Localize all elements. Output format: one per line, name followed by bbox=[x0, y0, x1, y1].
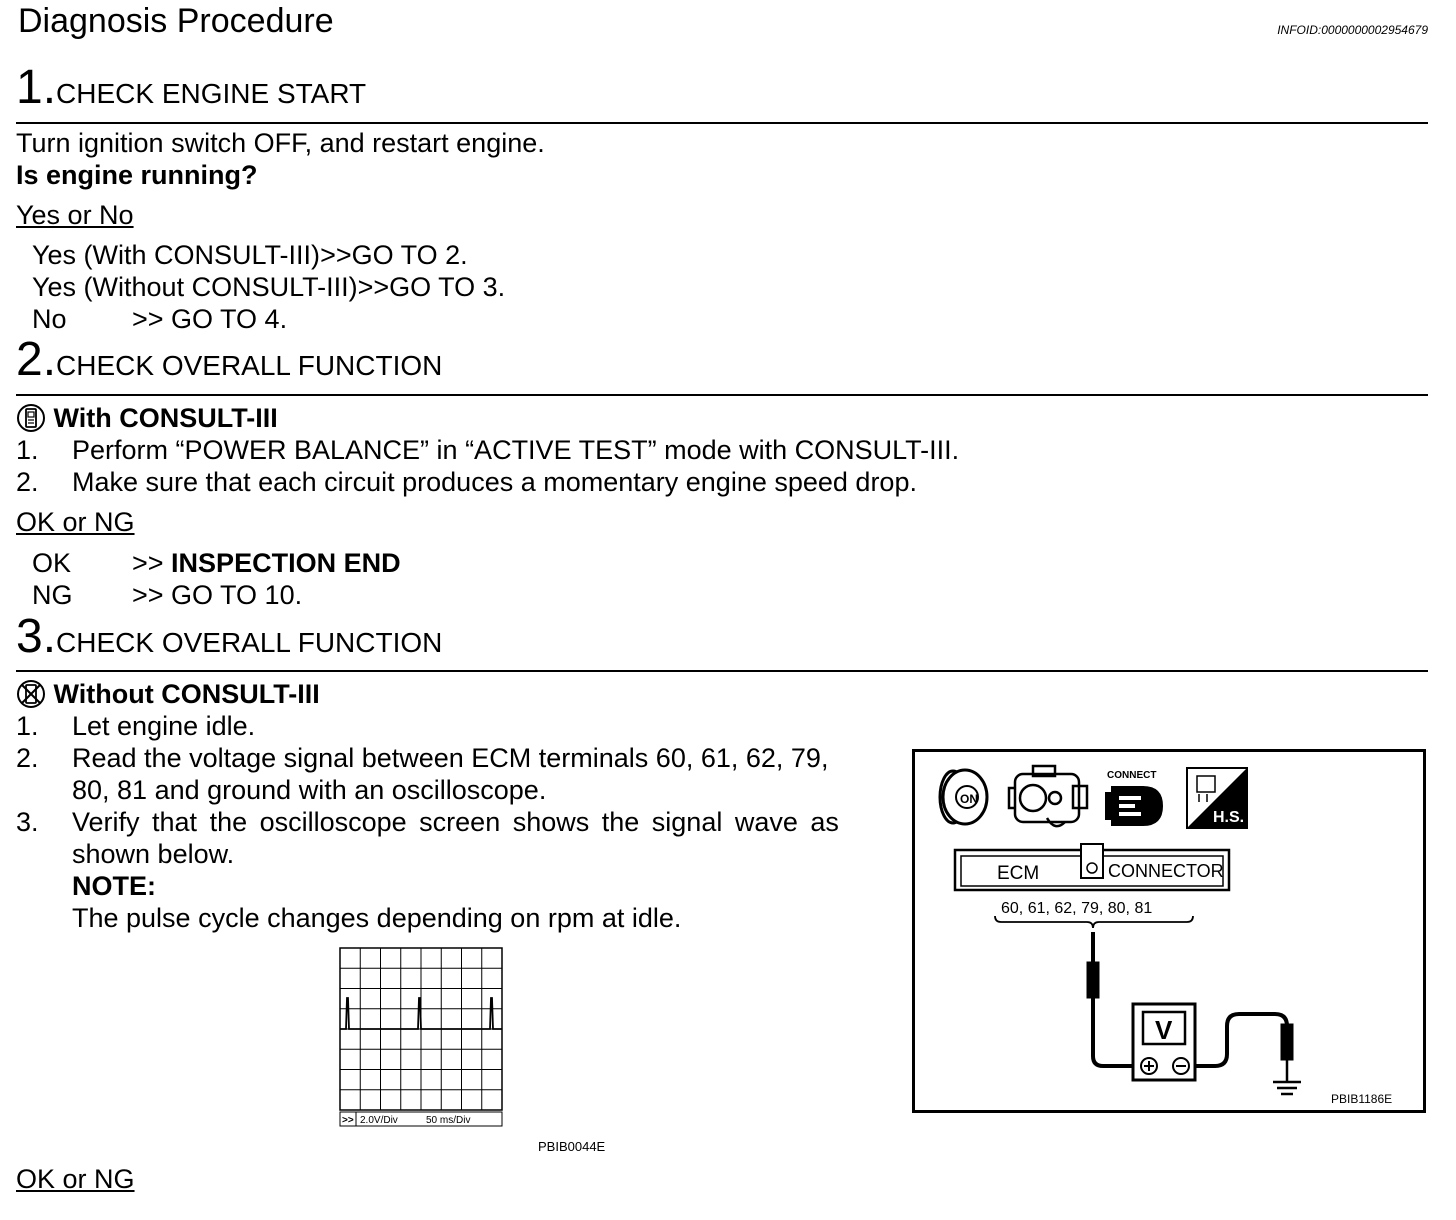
mode-label: Without CONSULT-III bbox=[53, 679, 320, 709]
instruction-text: Turn ignition switch OFF, and restart engine. bbox=[16, 128, 545, 158]
result-key: OK bbox=[32, 548, 72, 578]
step-3-heading bbox=[16, 610, 443, 663]
result-label: OK or NG bbox=[16, 1164, 135, 1194]
result-row bbox=[32, 240, 468, 271]
step-title: CHECK ENGINE START bbox=[56, 78, 367, 109]
wiring-diagram bbox=[912, 749, 1426, 1113]
meter-label: V bbox=[1155, 1015, 1173, 1045]
list-item: Perform “POWER BALANCE” in “ACTIVE TEST” mode with CONSULT-III. bbox=[72, 435, 960, 465]
list-item-continued: shown below. bbox=[72, 839, 235, 869]
connector-label: CONNECTOR bbox=[1108, 861, 1224, 881]
consult-icon bbox=[16, 403, 46, 433]
result-key: NG bbox=[32, 580, 73, 610]
result-key: Yes (Without CONSULT-III) bbox=[32, 272, 358, 302]
list-item-number: 1. bbox=[16, 435, 39, 465]
on-label: ON bbox=[960, 792, 978, 806]
mode-label: With CONSULT-III bbox=[53, 403, 278, 433]
terminal-bracket bbox=[995, 916, 1193, 928]
result-action: >> GO TO 10. bbox=[132, 580, 303, 610]
diagram-ref: PBIB1186E bbox=[1331, 1092, 1393, 1106]
divider bbox=[16, 122, 1428, 124]
step-number: 2. bbox=[16, 333, 57, 386]
no-consult-icon bbox=[16, 679, 46, 709]
list-item-number: 2. bbox=[16, 743, 39, 773]
result-row bbox=[32, 304, 67, 335]
divider bbox=[16, 394, 1428, 396]
result-action: >> GO TO 4. bbox=[132, 304, 288, 334]
result-label: OK or NG bbox=[16, 507, 135, 537]
step-title: CHECK OVERALL FUNCTION bbox=[56, 350, 443, 381]
list-item: Make sure that each circuit produces a momentary engine speed drop. bbox=[72, 467, 917, 497]
time-div-label: 50 ms/Div bbox=[426, 1115, 471, 1126]
step-number: 3. bbox=[16, 610, 57, 663]
connect-icon bbox=[1105, 770, 1163, 826]
result-key: Yes (With CONSULT-III) bbox=[32, 240, 321, 270]
step-1-heading bbox=[16, 61, 367, 114]
terminals-label: 60, 61, 62, 79, 80, 81 bbox=[1001, 900, 1153, 917]
list-item: Verify that the oscilloscope screen shows the signal wave as bbox=[72, 807, 839, 837]
list-item-number: 1. bbox=[16, 711, 39, 741]
result-row bbox=[32, 272, 505, 303]
list-item: Let engine idle. bbox=[72, 711, 256, 741]
question-text: Is engine running? bbox=[16, 160, 258, 190]
result-action: >>GO TO 2. bbox=[320, 240, 468, 270]
list-item: Read the voltage signal between ECM terminals 60, 61, 62, 79, bbox=[72, 743, 829, 773]
ecm-connector bbox=[955, 844, 1229, 890]
ecm-label: ECM bbox=[997, 863, 1040, 884]
result-action: >> INSPECTION END bbox=[132, 548, 401, 578]
voltmeter bbox=[1133, 1004, 1195, 1080]
note-text: The pulse cycle changes depending on rpm at idle. bbox=[72, 903, 682, 933]
connect-label: CONNECT bbox=[1107, 770, 1157, 781]
result-key: No bbox=[32, 304, 67, 334]
hs-tester-icon bbox=[1187, 768, 1247, 828]
wiring-diagram-svg bbox=[915, 752, 1423, 1110]
volt-div-label: 2.0V/Div bbox=[360, 1115, 398, 1126]
result-action: >>GO TO 3. bbox=[357, 272, 506, 302]
mode-label-with-consult bbox=[16, 403, 278, 434]
page-title: Diagnosis Procedure bbox=[18, 2, 334, 40]
scope-arrow: >> bbox=[342, 1115, 354, 1126]
figure-ref: PBIB0044E bbox=[538, 1139, 606, 1154]
step-2-heading bbox=[16, 333, 443, 386]
info-id: INFOID:0000000002954679 bbox=[1277, 23, 1428, 37]
step-number: 1. bbox=[16, 61, 57, 114]
list-item-number: 2. bbox=[16, 467, 39, 497]
list-item-number: 3. bbox=[16, 807, 39, 837]
step-title: CHECK OVERALL FUNCTION bbox=[56, 627, 443, 658]
hs-label: H.S. bbox=[1213, 809, 1245, 826]
oscilloscope-figure bbox=[338, 946, 506, 1130]
result-action-bold: INSPECTION END bbox=[171, 548, 401, 578]
ignition-on-icon bbox=[940, 770, 987, 824]
result-label: Yes or No bbox=[16, 200, 134, 230]
mode-label-without-consult bbox=[16, 679, 320, 710]
list-item-continued: 80, 81 and ground with an oscilloscope. bbox=[72, 775, 547, 805]
signal-waveform bbox=[340, 998, 502, 1029]
engine-icon bbox=[1009, 766, 1087, 826]
note-label: NOTE: bbox=[72, 871, 156, 901]
divider bbox=[16, 670, 1428, 672]
